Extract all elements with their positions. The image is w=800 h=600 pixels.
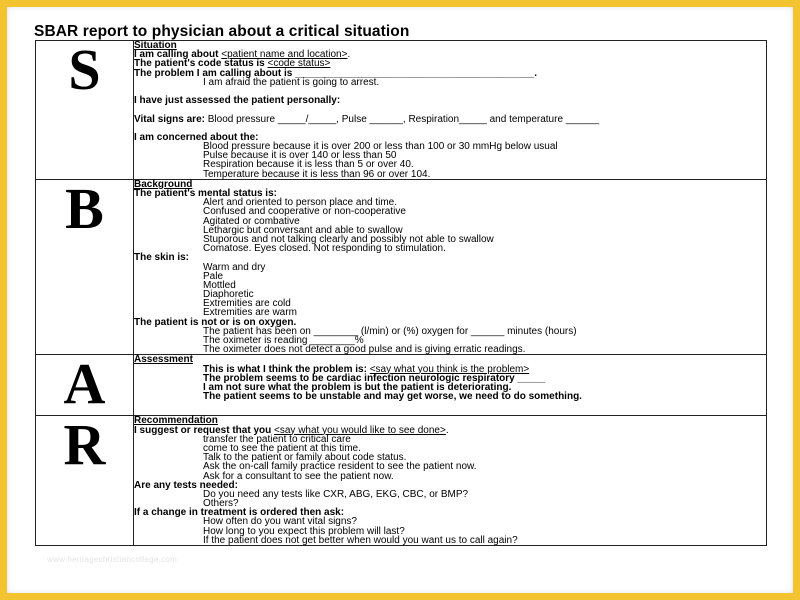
situation-line: The patient's code status is <code status>	[134, 58, 331, 70]
situation-content	[134, 41, 767, 180]
background-line: Warm and dry	[203, 261, 266, 273]
background-line: Pale	[203, 270, 224, 282]
background-line: Comatose. Eyes closed. Not responding to stimulation.	[203, 243, 446, 255]
assessment-line: The problem seems to be cardiac infection neurologic respiratory _____	[203, 372, 546, 384]
background-line: Confused and cooperative or non-cooperative	[203, 206, 406, 218]
situation-row	[36, 41, 767, 180]
watermark-text: www.heritagechristiancollege.com	[47, 555, 178, 564]
background-content	[134, 179, 767, 355]
background-line: The patient's mental status is:	[134, 188, 277, 199]
assessment-heading: Assessment	[134, 354, 193, 366]
background-line: Lethargic but conversant and able to swallow	[203, 224, 403, 236]
assessment-line: The patient seems to be unstable and may get worse, we need to do something.	[203, 391, 582, 403]
letter-a: A	[63, 351, 106, 417]
background-row	[36, 179, 767, 355]
background-line: The patient has been on ________ (l/min) or (%) oxygen for ______ minutes (hours)	[203, 325, 577, 337]
recommendation-line: Are any tests needed:	[134, 479, 238, 491]
document-title: SBAR report to physician about a critical situation	[34, 23, 410, 40]
situation-line: I am concerned about the:	[134, 131, 259, 143]
letter-b: B	[65, 175, 104, 241]
situation-line: Pulse because it is over 140 or less than 50	[203, 150, 397, 162]
situation-heading: Situation	[134, 40, 177, 51]
situation-line: I am calling about <patient name and location>.	[134, 49, 351, 61]
assessment-line: I am not sure what the problem is but the patient is deteriorating.	[203, 381, 512, 393]
assessment-line: This is what I think the problem is: <say what you think is the problem>	[203, 363, 530, 375]
recommendation-line: transfer the patient to critical care	[203, 433, 351, 445]
assessment-content	[134, 355, 767, 416]
situation-line: Respiration because it is less than 5 or over 40.	[203, 159, 414, 171]
background-heading: Background	[134, 178, 193, 190]
background-line: The oximeter does not detect a good pulse and is giving erratic readings.	[203, 344, 526, 356]
recommendation-line: Ask for a consultant to see the patient now.	[203, 470, 394, 482]
recommendation-line: I suggest or request that you <say what you would like to see done>.	[134, 424, 449, 436]
background-line: The skin is:	[134, 252, 190, 264]
letter-r: R	[63, 412, 106, 478]
recommendation-line: How long to you expect this problem will last?	[203, 525, 405, 537]
background-line: Diaphoretic	[203, 289, 254, 301]
recommendation-line: Talk to the patient or family about code status.	[203, 452, 407, 464]
situation-line: Blood pressure because it is over 200 or less than 100 or 30 mmHg below usual	[203, 141, 558, 153]
situation-line: I have just assessed the patient personally:	[134, 95, 341, 107]
situation-line: Vital signs are: Blood pressure _____/_____, Pulse ______, Respiration_____ and temperature ______	[134, 113, 600, 125]
background-line: The patient is not or is on oxygen.	[134, 316, 297, 328]
document-page	[7, 7, 793, 593]
recommendation-line: Do you need any tests like CXR, ABG, EKG, CBC, or BMP?	[203, 488, 469, 500]
situation-line: Temperature because it is less than 96 or over 104.	[203, 168, 431, 180]
recommendation-line: come to see the patient at this time.	[203, 442, 361, 454]
recommendation-content	[134, 416, 767, 546]
assessment-row	[36, 355, 767, 416]
background-line: Extremities are warm	[203, 307, 297, 319]
recommendation-line: If the patient does not get better when would you want us to call again?	[203, 534, 518, 546]
background-line: Alert and oriented to person place and time.	[203, 197, 398, 209]
recommendation-row	[36, 416, 767, 546]
sbar-table	[35, 37, 767, 546]
recommendation-line: How often do you want vital signs?	[203, 516, 357, 528]
background-line: The oximeter is reading ________%	[203, 335, 364, 346]
background-line: Agitated or combative	[203, 215, 300, 227]
recommendation-line: Others?	[203, 498, 239, 510]
background-line: Extremities are cold	[203, 298, 291, 310]
letter-s: S	[68, 37, 101, 102]
recommendation-line: Ask the on-call family practice resident to see the patient now.	[203, 461, 477, 473]
background-line: Mottled	[203, 279, 236, 291]
recommendation-heading: Recommendation	[134, 415, 218, 427]
situation-line: I am afraid the patient is going to arrest.	[203, 76, 380, 88]
background-line: Stuporous and not talking clearly and possibly not able to swallow	[203, 233, 494, 245]
situation-line: The problem I am calling about is ___________________________________________.	[134, 67, 538, 79]
recommendation-line: If a change in treatment is ordered then ask:	[134, 507, 345, 519]
